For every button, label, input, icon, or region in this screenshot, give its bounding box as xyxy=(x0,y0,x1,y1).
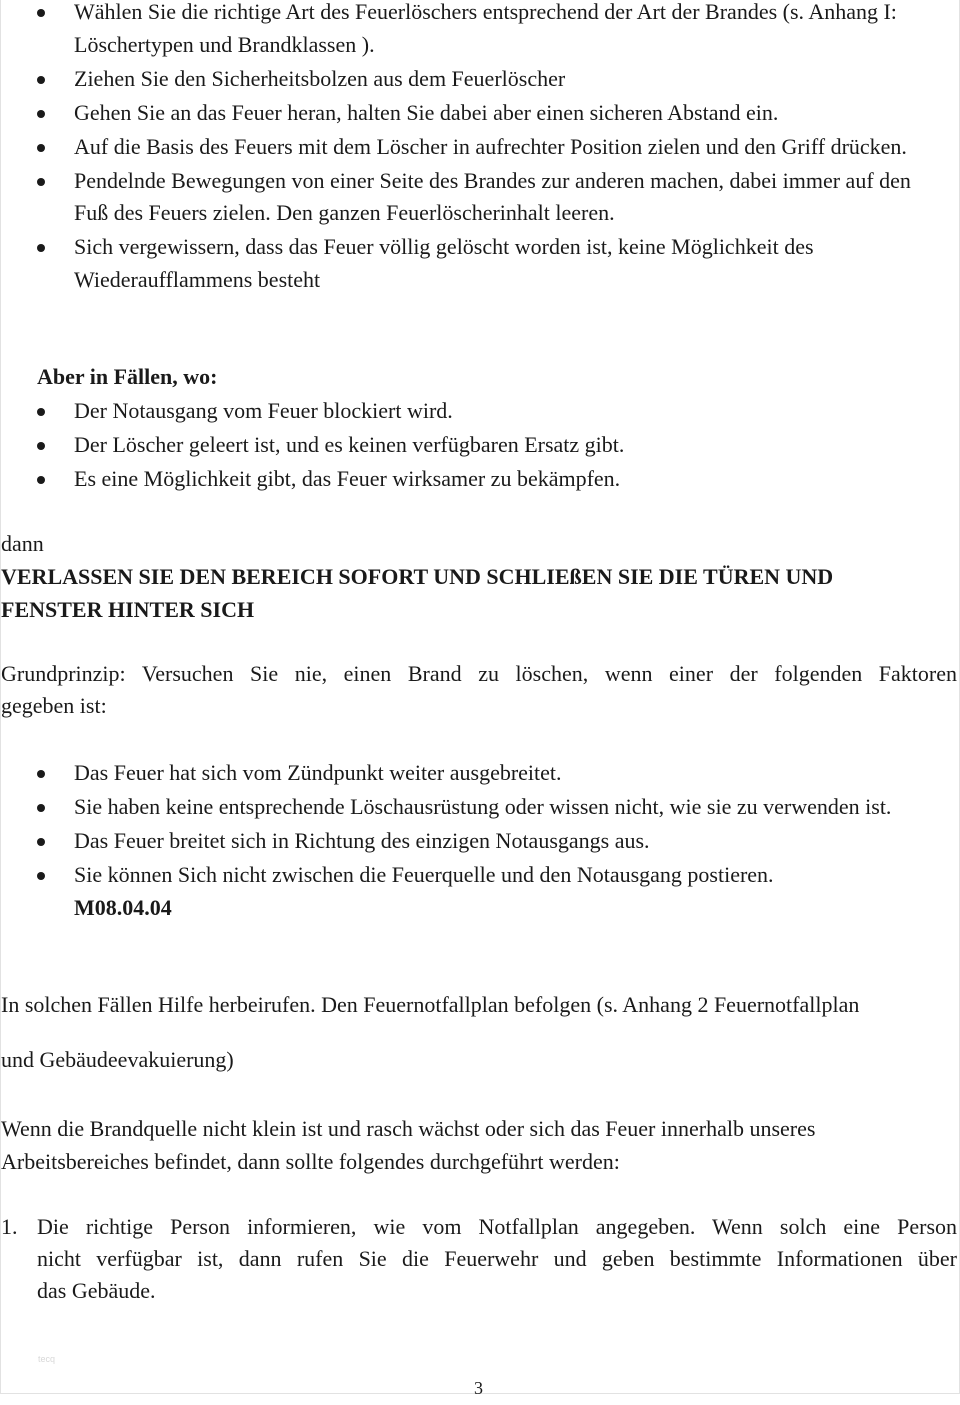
verlassen-line-1: VERLASSEN SIE DEN BEREICH SOFORT UND SCHLIEßEN SIE DIE TÜREN UND xyxy=(1,564,834,589)
list-item xyxy=(0,131,960,164)
do-not-extinguish-list xyxy=(0,757,921,926)
list-item-text: Gehen Sie an das Feuer heran, halten Sie dabei aber einen sicheren Abstand ein. xyxy=(74,99,779,125)
wenn-line-2: Arbeitsbereiches befindet, dann sollte folgendes durchgeführt werden: xyxy=(1,1149,620,1174)
bullet-icon xyxy=(37,804,45,812)
bullet-icon xyxy=(37,838,45,846)
bullet-icon xyxy=(37,76,45,84)
hilfe-line-1: In solchen Fällen Hilfe herbeirufen. Den Feuernotfallplan befolgen (s. Anhang 2 Feuernotfallplan xyxy=(1,992,860,1017)
list-item-text: Es eine Möglichkeit gibt, das Feuer wirksamer zu bekämpfen. xyxy=(74,466,621,491)
list-item-text: Auf die Basis des Feuers mit dem Löscher in aufrechter Position zielen und den Griff drücken. xyxy=(74,133,907,159)
list-item xyxy=(0,463,654,496)
numbered-item-number: 1. xyxy=(1,1214,18,1239)
numbered-item-line-3: das Gebäude. xyxy=(37,1278,156,1303)
bullet-icon xyxy=(37,144,45,152)
list-item-text: Wählen Sie die richtige Art des Feuerlöschers entsprechend der Art der Brandes (s. Anhang I: Löschertypen und Brandklassen ). xyxy=(74,0,897,57)
grundprinzip-line-2: gegeben ist: xyxy=(1,693,107,718)
aber-heading: Aber in Fällen, wo: xyxy=(37,364,218,389)
bullet-icon xyxy=(37,244,45,252)
page-number: 3 xyxy=(474,1378,483,1398)
numbered-item-line-1: Die richtige Person informieren, wie vom Notfallplan angegeben. Wenn solch eine Person xyxy=(37,1214,957,1239)
list-item xyxy=(0,825,921,858)
document-code: M08.04.04 xyxy=(74,894,172,920)
wenn-line-1: Wenn die Brandquelle nicht klein ist und rasch wächst oder sich das Feuer innerhalb unseres xyxy=(1,1116,816,1141)
list-item xyxy=(0,757,921,790)
bullet-icon xyxy=(37,9,45,17)
abort-conditions-list xyxy=(0,395,654,497)
list-item-text: Sie können Sich nicht zwischen die Feuerquelle und den Notausgang postieren. xyxy=(74,862,774,887)
bullet-icon xyxy=(37,770,45,778)
list-item xyxy=(0,395,654,428)
bullet-icon xyxy=(37,476,45,484)
bullet-icon xyxy=(37,442,45,450)
list-item-text: Ziehen Sie den Sicherheitsbolzen aus dem Feuerlöscher xyxy=(74,65,566,91)
bullet-icon xyxy=(37,178,45,186)
bullet-icon xyxy=(37,872,45,880)
list-item xyxy=(0,859,921,924)
list-item-text: Das Feuer breitet sich in Richtung des einzigen Notausgangs aus. xyxy=(74,828,650,853)
list-item-text: Sich vergewissern, dass das Feuer völlig gelöscht worden ist, keine Möglichkeit des Wiederaufflammens besteht xyxy=(74,234,814,292)
extinguisher-steps-list xyxy=(0,0,960,298)
list-item-text: Pendelnde Bewegungen von einer Seite des Brandes zur anderen machen, dabei immer auf den Fuß des Feuers zielen. Den ganzen Feuerlöscherinhalt leeren. xyxy=(74,167,911,225)
grundprinzip-line-1: Grundprinzip: Versuchen Sie nie, einen Brand zu löschen, wenn einer der folgenden Faktoren xyxy=(1,661,957,686)
list-item xyxy=(0,429,654,462)
bullet-icon xyxy=(37,408,45,416)
numbered-item-line-2: nicht verfügbar ist, dann rufen Sie die Feuerwehr und geben bestimmte Informationen über xyxy=(37,1246,957,1271)
list-item xyxy=(0,0,960,61)
list-item xyxy=(0,63,960,96)
faint-mark: tecq xyxy=(38,1354,56,1364)
list-item-text: Sie haben keine entsprechende Löschausrüstung oder wissen nicht, wie sie zu verwenden ist. xyxy=(74,794,892,819)
list-item xyxy=(0,231,960,296)
list-item-text: Das Feuer hat sich vom Zündpunkt weiter ausgebreitet. xyxy=(74,760,562,785)
list-item-text: Der Notausgang vom Feuer blockiert wird. xyxy=(74,398,453,423)
hilfe-line-2: und Gebäudeevakuierung) xyxy=(1,1047,234,1072)
list-item xyxy=(0,165,960,230)
verlassen-line-2: FENSTER HINTER SICH xyxy=(1,597,255,622)
bullet-icon xyxy=(37,110,45,118)
list-item-text: Der Löscher geleert ist, und es keinen verfügbaren Ersatz gibt. xyxy=(74,432,625,457)
dann-text: dann xyxy=(1,531,44,556)
list-item xyxy=(0,97,960,130)
list-item xyxy=(0,791,921,824)
